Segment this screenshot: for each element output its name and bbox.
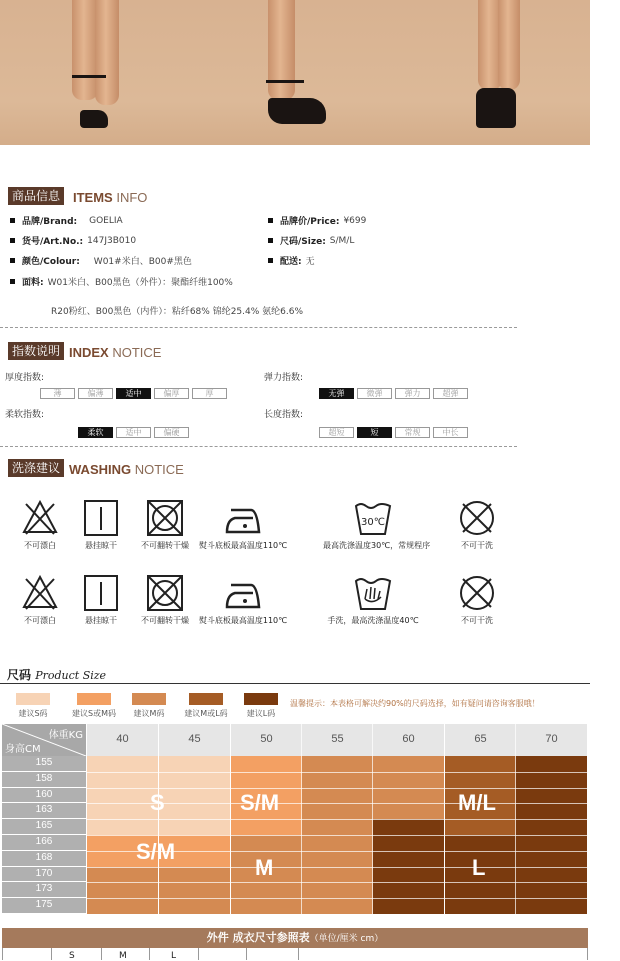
size-cell [516, 867, 587, 883]
legend-ml: 建议M或L码 [176, 693, 236, 719]
bullet-icon [268, 218, 273, 223]
hand-wash-item: 手洗，最高洗涤温度40℃ [323, 573, 423, 626]
softness-option: 柔软 [78, 427, 113, 438]
no-tumble-dry-item: 不可翻转干燥 [115, 573, 215, 626]
outer-size-header: 外件 成衣尺寸参照表（单位/厘米 cm） [2, 928, 588, 948]
legend-swatch [77, 693, 111, 705]
legend-swatch [244, 693, 278, 705]
bullet-icon [268, 258, 273, 263]
size-cell [159, 867, 230, 883]
outer-size-table [2, 948, 588, 960]
grid-line [444, 724, 445, 914]
divider [0, 327, 517, 328]
grid-line [87, 819, 587, 820]
outer-col-line [198, 948, 199, 960]
size-table [0, 724, 590, 914]
model-leg [498, 0, 520, 90]
model-leg [268, 0, 295, 100]
size-cell [87, 819, 158, 835]
info-size: 尺码/Size: S/M/L [268, 234, 354, 247]
size-cell [373, 819, 444, 835]
size-tip: 温馨提示：本表格可解决约90%的尺码选择，如有疑问请咨询客服哦！ [290, 699, 540, 708]
size-cell [445, 819, 516, 835]
legend-swatch [16, 693, 50, 705]
bullet-icon [10, 218, 15, 223]
length-option: 超短 [319, 427, 354, 438]
index-section-tag: 指数说明 [8, 342, 64, 360]
weight-header: 55 [302, 724, 373, 756]
size-cell [373, 882, 444, 898]
size-label-sm-bottom: S/M [136, 839, 176, 864]
grid-line [301, 724, 302, 914]
svg-text:30℃: 30℃ [361, 517, 385, 528]
wash-30-icon [353, 498, 393, 538]
size-cell [231, 835, 302, 851]
iron-item: 熨斗底板最高温度110℃ [193, 573, 293, 626]
grid-line [158, 724, 159, 914]
height-header: 175 [2, 898, 86, 913]
size-label-sm-top: S/M [240, 790, 280, 815]
size-cell [373, 756, 444, 772]
height-header: 160 [2, 788, 86, 803]
info-colour: 颜色/Colour: W01#米白、B00#黑色 [10, 254, 192, 267]
info-art-no: 货号/Art.No.: 147J3B010 [10, 234, 136, 247]
size-cell [231, 898, 302, 914]
size-cell [302, 867, 373, 883]
size-cell [516, 851, 587, 867]
hand-wash-icon [353, 573, 393, 613]
grid-line [87, 772, 587, 773]
height-header: 155 [2, 756, 86, 771]
legend-l: 建议L码 [236, 693, 286, 719]
size-cell [373, 788, 444, 804]
size-cell [87, 803, 158, 819]
outer-col-l: L [171, 951, 177, 961]
elasticity-option: 无弹 [319, 388, 354, 399]
thickness-option: 偏薄 [78, 388, 113, 399]
grid-line [230, 724, 231, 914]
bullet-icon [10, 238, 15, 243]
outer-col-line [51, 948, 52, 960]
iron-item: 熨斗底板最高温度110℃ [193, 498, 293, 551]
size-label-l: L [472, 855, 486, 880]
outer-col-line [149, 948, 150, 960]
no-dry-clean-icon [457, 498, 497, 538]
items-section-tag: 商品信息 [8, 187, 64, 205]
weight-header: 45 [159, 724, 230, 756]
size-cell [231, 772, 302, 788]
sandal [476, 88, 516, 128]
size-cell [516, 835, 587, 851]
size-cell [445, 756, 516, 772]
size-cell [87, 772, 158, 788]
no-tumble-dry-icon [145, 498, 185, 538]
size-cell [87, 882, 158, 898]
sandal-strap [266, 80, 304, 83]
length-option: 常规 [395, 427, 430, 438]
size-cell [373, 772, 444, 788]
size-cell [231, 819, 302, 835]
elasticity-label: 弹力指数: [264, 373, 304, 383]
index-section-title: INDEX NOTICE [69, 345, 162, 360]
no-bleach-item: 不可漂白 [0, 573, 90, 626]
elasticity-option: 微弹 [357, 388, 392, 399]
size-cell [373, 803, 444, 819]
size-title-rule [0, 683, 590, 684]
size-cell [445, 772, 516, 788]
no-bleach-item: 不可漂白 [0, 498, 90, 551]
size-cell [516, 803, 587, 819]
size-cell [373, 851, 444, 867]
iron-icon [223, 573, 263, 613]
size-cell [516, 772, 587, 788]
size-cell [159, 882, 230, 898]
grid-line [515, 724, 516, 914]
height-header: 163 [2, 803, 86, 818]
size-label-s: S [150, 790, 165, 815]
info-delivery: 配送: 无 [268, 254, 315, 267]
weight-header: 65 [445, 724, 516, 756]
grid-line [87, 835, 587, 836]
hang-dry-item: 悬挂晾干 [51, 573, 151, 626]
grid-line [87, 788, 587, 789]
elasticity-scale [319, 388, 468, 399]
size-cell [373, 867, 444, 883]
size-cell [516, 788, 587, 804]
size-cell [445, 835, 516, 851]
size-cell [516, 882, 587, 898]
height-header: 168 [2, 851, 86, 866]
size-cell [159, 756, 230, 772]
no-dry-clean-item: 不可干洗 [427, 573, 527, 626]
bullet-icon [10, 258, 15, 263]
size-cell [302, 772, 373, 788]
size-cell [302, 756, 373, 772]
thickness-option: 偏厚 [154, 388, 189, 399]
bullet-icon [268, 238, 273, 243]
size-cell [231, 882, 302, 898]
size-cell [302, 788, 373, 804]
elasticity-option: 弹力 [395, 388, 430, 399]
outer-col-line [101, 948, 102, 960]
iron-icon [223, 498, 263, 538]
info-fabric: 面料: W01米白、B00黑色（外件）：聚酯纤维100% [10, 275, 233, 288]
thickness-label: 厚度指数: [5, 373, 45, 383]
thickness-option: 适中 [116, 388, 151, 399]
no-dry-clean-item: 不可干洗 [427, 498, 527, 551]
sandal [268, 98, 326, 124]
size-cell [516, 819, 587, 835]
washing-section-tag: 洗涤建议 [8, 459, 64, 477]
size-cell [87, 788, 158, 804]
size-cell [87, 898, 158, 914]
weight-header: 70 [516, 724, 587, 756]
height-header: 170 [2, 867, 86, 882]
info-price: 品牌价/Price: ¥699 [268, 214, 366, 227]
sandal [80, 110, 108, 128]
size-cell [445, 882, 516, 898]
thickness-scale [40, 388, 227, 399]
grid-line [87, 882, 587, 883]
no-dry-clean-icon [457, 573, 497, 613]
thickness-option: 薄 [40, 388, 75, 399]
thickness-option: 厚 [192, 388, 227, 399]
size-label-m: M [255, 855, 274, 880]
size-label-ml: M/L [458, 790, 496, 815]
grid-line [87, 898, 587, 899]
legend-swatch [189, 693, 223, 705]
size-cell [302, 819, 373, 835]
size-cell [159, 788, 230, 804]
size-cell [516, 898, 587, 914]
no-tumble-dry-icon [145, 573, 185, 613]
size-cell [373, 898, 444, 914]
softness-option: 适中 [116, 427, 151, 438]
divider [0, 446, 517, 447]
size-cell [445, 898, 516, 914]
height-header: 173 [2, 882, 86, 897]
product-photo [0, 0, 590, 145]
height-header: 166 [2, 835, 86, 850]
length-option: 中长 [433, 427, 468, 438]
model-leg [95, 0, 119, 105]
size-cell [302, 803, 373, 819]
grid-line [372, 724, 373, 914]
legend-swatch [132, 693, 166, 705]
softness-option: 偏硬 [154, 427, 189, 438]
outer-col-line [298, 948, 299, 960]
size-cell [302, 882, 373, 898]
softness-label: 柔软指数: [5, 410, 45, 420]
table-corner: 体重KG 身高CM [2, 724, 86, 756]
outer-col-s: S [69, 951, 75, 961]
size-cell [231, 756, 302, 772]
size-cell [87, 867, 158, 883]
bullet-icon [10, 279, 15, 284]
size-cell [302, 835, 373, 851]
wash-30-item: 30℃ 最高洗涤温度30℃，常规程序 [323, 498, 423, 551]
size-cell [87, 756, 158, 772]
weight-header: 60 [373, 724, 444, 756]
outer-col-line [246, 948, 247, 960]
softness-scale [78, 427, 189, 438]
hang-dry-item: 悬挂晾干 [51, 498, 151, 551]
washing-section-title: WASHING NOTICE [69, 462, 184, 477]
size-cell [159, 819, 230, 835]
size-cell [159, 772, 230, 788]
sandal-strap [72, 75, 106, 78]
size-cell [159, 803, 230, 819]
legend-sm: 建议S或M码 [68, 693, 120, 719]
height-header: 158 [2, 772, 86, 787]
size-cell [516, 756, 587, 772]
size-title: 尺码 Product Size [7, 668, 107, 682]
size-cell [302, 898, 373, 914]
elasticity-option: 超弹 [433, 388, 468, 399]
size-cell [159, 898, 230, 914]
items-section-title: ITEMS INFO [73, 190, 148, 205]
outer-col-m: M [119, 951, 127, 961]
size-cell [373, 835, 444, 851]
legend-m: 建议M码 [124, 693, 174, 719]
info-brand: 品牌/Brand: GOELIA [10, 214, 123, 227]
length-option: 短 [357, 427, 392, 438]
weight-header: 50 [231, 724, 302, 756]
no-tumble-dry-item: 不可翻转干燥 [115, 498, 215, 551]
length-label: 长度指数: [264, 410, 304, 420]
info-fabric-inner: R20粉红、B00黑色（内件）：粘纤68% 锦纶25.4% 氨纶6.6% [51, 307, 304, 317]
length-scale [319, 427, 468, 438]
height-header: 165 [2, 819, 86, 834]
weight-header: 40 [87, 724, 158, 756]
size-cell [302, 851, 373, 867]
legend-s: 建议S码 [8, 693, 58, 719]
grid-line [87, 867, 587, 868]
